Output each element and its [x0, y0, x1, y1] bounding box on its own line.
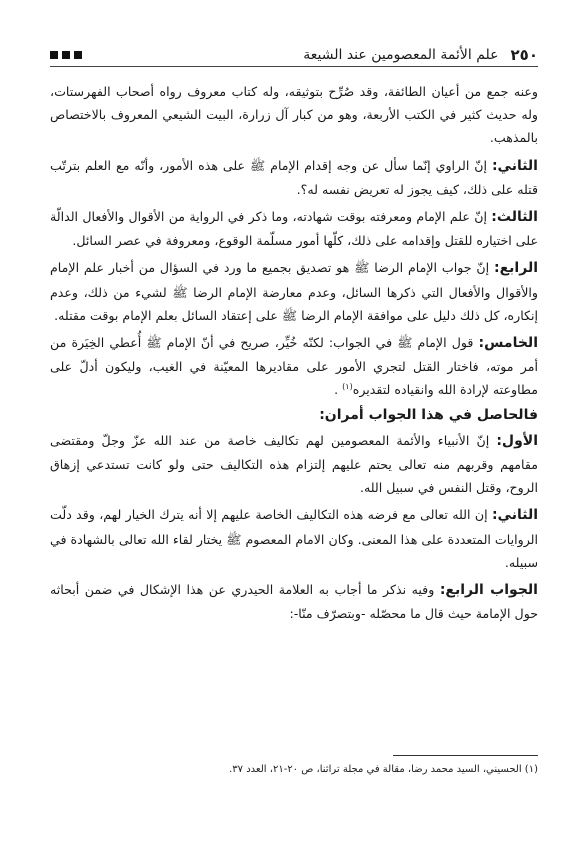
point-lead: الأول: — [496, 432, 538, 449]
point-first — [50, 429, 538, 500]
paragraph-text: إنّ جواب الإمام الرضا ﷺ هو تصديق بجميع ما ورد في السؤال من أخبار علم الإمام والأقوال والأفعال التي ذكرها السائل، وعدم معارضة الإمام الرضا ﷺ لشيء من ذلك، وعدم إنكاره، كل ذلك دليل على موافقة الإمام الرضا ﷺ على إعتقاد السائل بعلم الإمام بوقت مقتله. — [50, 260, 538, 323]
point-text: إن الله تعالى مع فرضه هذه التكاليف الخاصة عليهم إلا أنه يترك الخيار لهم، وقد دلّت الروايات المتعددة على هذا المعنى. وكان الامام المعصوم ﷺ يختار لقاء الله تعالى بالشهادة في سبيله. — [50, 507, 538, 570]
answer-lead: الجواب الرابع: — [439, 582, 538, 599]
footnote-marker: (١) — [342, 382, 353, 392]
paragraph-text: إنّ علم الإمام ومعرفته بوقت شهادته، وما ذكر في الرواية من الأقوال والأفعال الدالّة على اختياره للقتل وإقدامه على ذلك، كلّها أمور مسلّمة الوقوع، ومعروفة في عصر السائل. — [50, 209, 538, 249]
footnote-divider — [393, 755, 538, 756]
paragraph-lead: الثالث: — [491, 209, 538, 226]
point-text: إنّ الأنبياء والأئمة المعصومين لهم تكاليف خاصة من عند الله عزّ وجلّ ومقتضى مقامهم وقربهم منه تعالى يحتم عليهم إلتزام هذه التكاليف حتى ولو كانت تستدعي إزهاق الروح، وقتل النفس في سبيل الله. — [50, 432, 538, 496]
paragraph-fifth — [50, 331, 538, 402]
running-title: علم الأئمة المعصومين عند الشيعة — [303, 47, 499, 63]
paragraph-lead: الخامس: — [478, 335, 538, 352]
paragraph-text: وعنه جمع من أعيان الطائفة، وقد صُرِّح بتوثيقه، وله كتاب معروف رواه أصحاب الفهرستات، وله حديث كثير في الكتب الأربعة، وهو من كبار آل زرارة، البيت الشيعي المعروف بالاختصاص بالمذهب. — [50, 84, 538, 146]
paragraph-lead: الرابع: — [494, 260, 538, 277]
paragraph-text: إنّ الراوي إنّما سأل عن وجه إقدام الإمام ﷺ على هذه الأمور، وأنّه مع العلم بترتّب قتله على ذلك، كيف يجوز له تعريض نفسه له؟. — [50, 157, 538, 197]
header-ornament — [50, 51, 82, 59]
paragraph-text: قول الإمام ﷺ في الجواب: لكنّه خُيِّر، صريح في أنّ الإمام ﷺ أُعطي الخِيَرة من أمر موته، فاختار القتل لتجري الأمور على مقاديرها المعيّنة في الغيب، وليكون أدلّ على مطاوعته لإرادة الله وانقياده لتقديره — [50, 335, 538, 398]
footnote: (١) الحسيني، السيد محمد رضا، مقالة في مجلة تراثنا، ص ٢٠-٢١، العدد ٣٧. — [229, 764, 538, 775]
point-lead: الثاني: — [491, 507, 538, 524]
page-body — [50, 80, 538, 625]
header-divider — [50, 66, 538, 67]
ornament-square — [74, 51, 82, 59]
point-second — [50, 503, 538, 574]
paragraph-second — [50, 154, 538, 201]
paragraph-tail: . — [334, 382, 343, 398]
ornament-square — [62, 51, 70, 59]
paragraph-fourth — [50, 256, 538, 327]
answer-four — [50, 578, 538, 625]
answer-text: وفيه نذكر ما أجاب به العلامة الحيدري عن هذا الإشكال في ضمن أبحاثه حول الإمامة حيث قال ما محصّله -وبتصرّف منّا-: — [50, 582, 538, 622]
paragraph-lead: الثاني: — [491, 157, 538, 174]
ornament-square — [50, 51, 58, 59]
page-number: ٢٥٠ — [510, 46, 538, 64]
section-heading: فالحاصل في هذا الجواب أمران: — [319, 406, 538, 423]
paragraph-intro — [50, 80, 538, 150]
paragraph-third — [50, 205, 538, 252]
